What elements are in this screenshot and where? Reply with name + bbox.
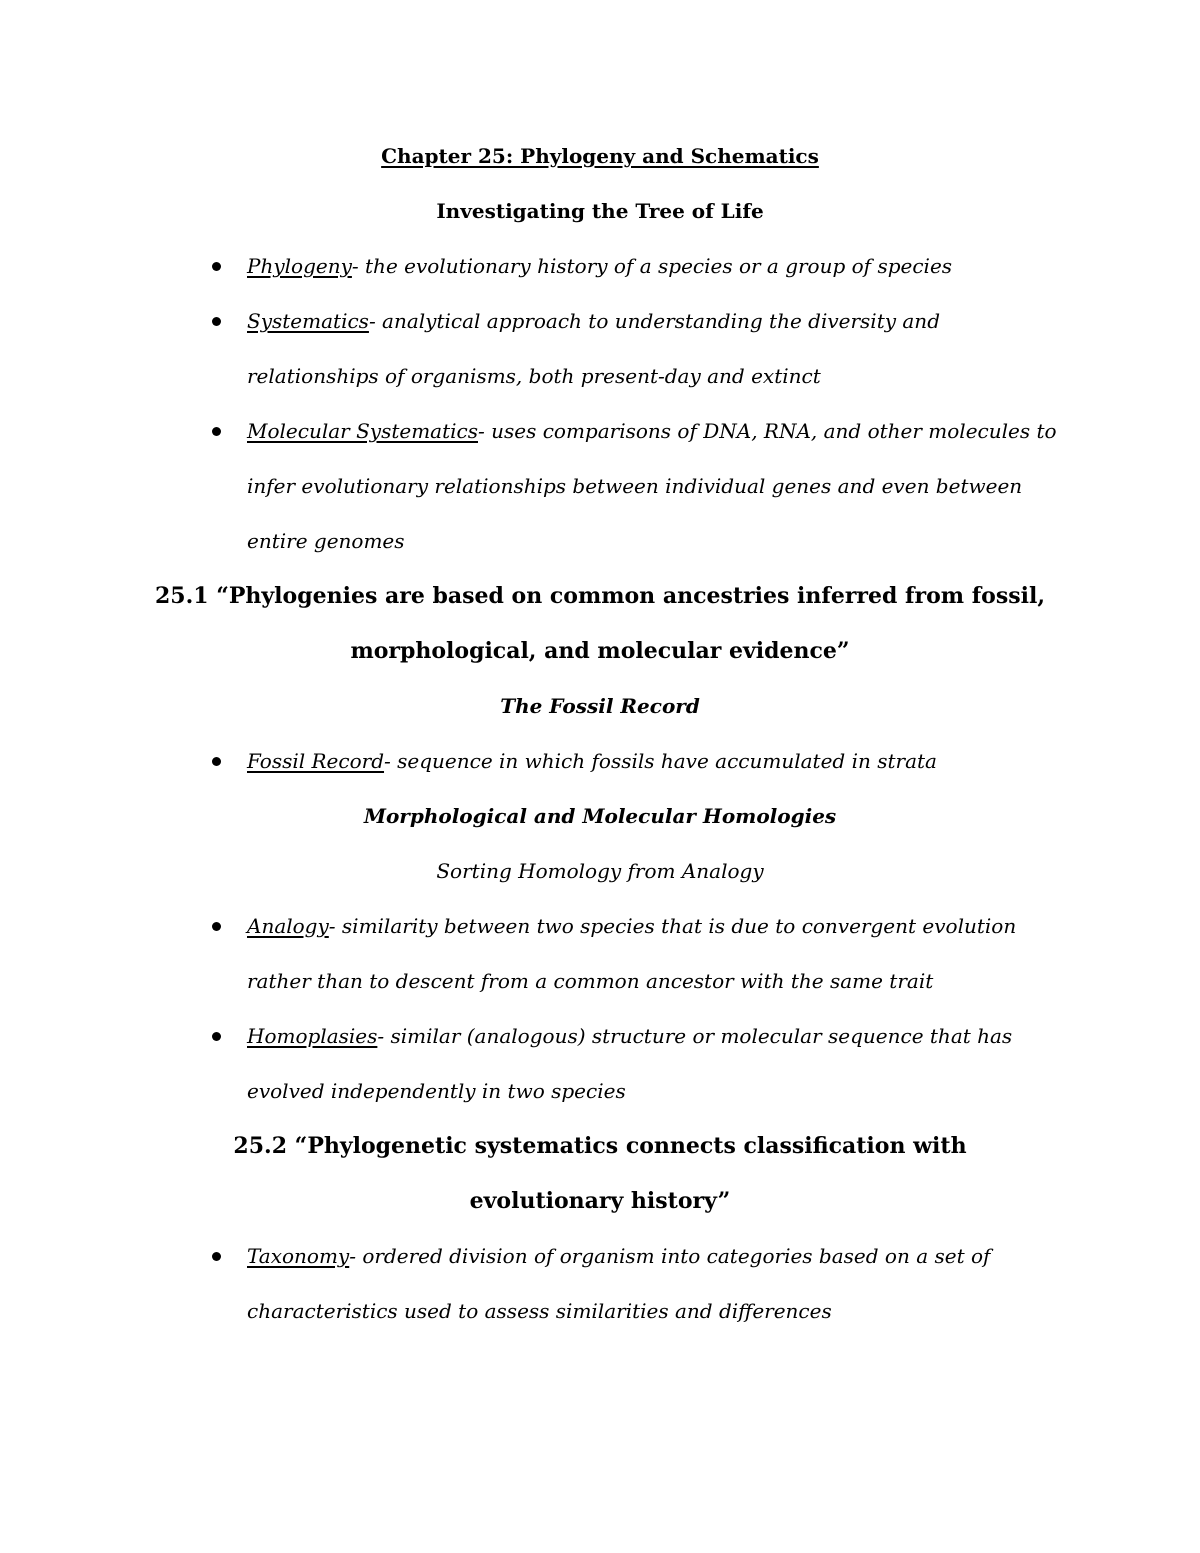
definition-molecular-systematics: - uses comparisons of DNA, RNA, and other molecules to (478, 419, 1057, 443)
definition-molecular-systematics-cont-1: infer evolutionary relationships between individual genes and even between (247, 474, 1023, 498)
list-item-analogy (0, 906, 1200, 946)
definition-analogy: - similarity between two species that is due to convergent evolution (328, 914, 1017, 938)
section-25-2-heading-line2: evolutionary history” (469, 1188, 731, 1214)
bullet-icon (212, 757, 221, 766)
term-taxonomy: Taxonomy (247, 1244, 350, 1268)
definition-analogy-cont: rather than to descent from a common ancestor with the same trait (247, 969, 934, 993)
subheading-homologies: Morphological and Molecular Homologies (363, 804, 837, 828)
term-analogy: Analogy (247, 914, 329, 938)
subheading-fossil-record: The Fossil Record (500, 694, 700, 718)
bullet-icon (212, 1032, 221, 1041)
term-molecular-systematics: Molecular Systematics (247, 419, 478, 443)
bullet-icon (212, 1252, 221, 1261)
list-item-fossil-record (0, 741, 1200, 781)
bullet-icon (212, 317, 221, 326)
list-item-phylogeny (0, 246, 1200, 286)
bullet-icon (212, 922, 221, 931)
definition-homoplasies: - similar (analogous) structure or molecular sequence that has (377, 1024, 1013, 1048)
bullet-icon (212, 427, 221, 436)
term-homoplasies: Homoplasies (247, 1024, 378, 1048)
section-25-2-heading-line1: 25.2 “Phylogenetic systematics connects classification with (233, 1133, 967, 1159)
definition-fossil-record: - sequence in which fossils have accumulated in strata (384, 749, 937, 773)
definition-homoplasies-cont: evolved independently in two species (247, 1079, 626, 1103)
definition-systematics-cont: relationships of organisms, both present-day and extinct (247, 364, 821, 388)
term-phylogeny: Phylogeny (247, 254, 352, 278)
definition-molecular-systematics-cont-2: entire genomes (247, 529, 405, 553)
list-item-taxonomy (0, 1236, 1200, 1276)
definition-taxonomy-cont: characteristics used to assess similarities and differences (247, 1299, 832, 1323)
definition-taxonomy: - ordered division of organism into categories based on a set of (349, 1244, 991, 1268)
section-25-1-heading-line1: 25.1 “Phylogenies are based on common ancestries inferred from fossil, (154, 583, 1046, 609)
term-fossil-record: Fossil Record (247, 749, 385, 773)
subsubheading-homology-analogy: Sorting Homology from Analogy (436, 859, 764, 883)
list-item-molecular-systematics (0, 411, 1200, 451)
list-item-homoplasies (0, 1016, 1200, 1056)
section-heading-tree-of-life: Investigating the Tree of Life (436, 199, 764, 223)
bullet-icon (212, 262, 221, 271)
list-item-systematics (0, 301, 1200, 341)
definition-systematics: - analytical approach to understanding the diversity and (368, 309, 940, 333)
term-systematics: Systematics (247, 309, 369, 333)
page-title: Chapter 25: Phylogeny and Schematics (381, 144, 819, 168)
definition-phylogeny: - the evolutionary history of a species or a group of species (351, 254, 953, 278)
section-25-1-heading-line2: morphological, and molecular evidence” (350, 638, 850, 664)
